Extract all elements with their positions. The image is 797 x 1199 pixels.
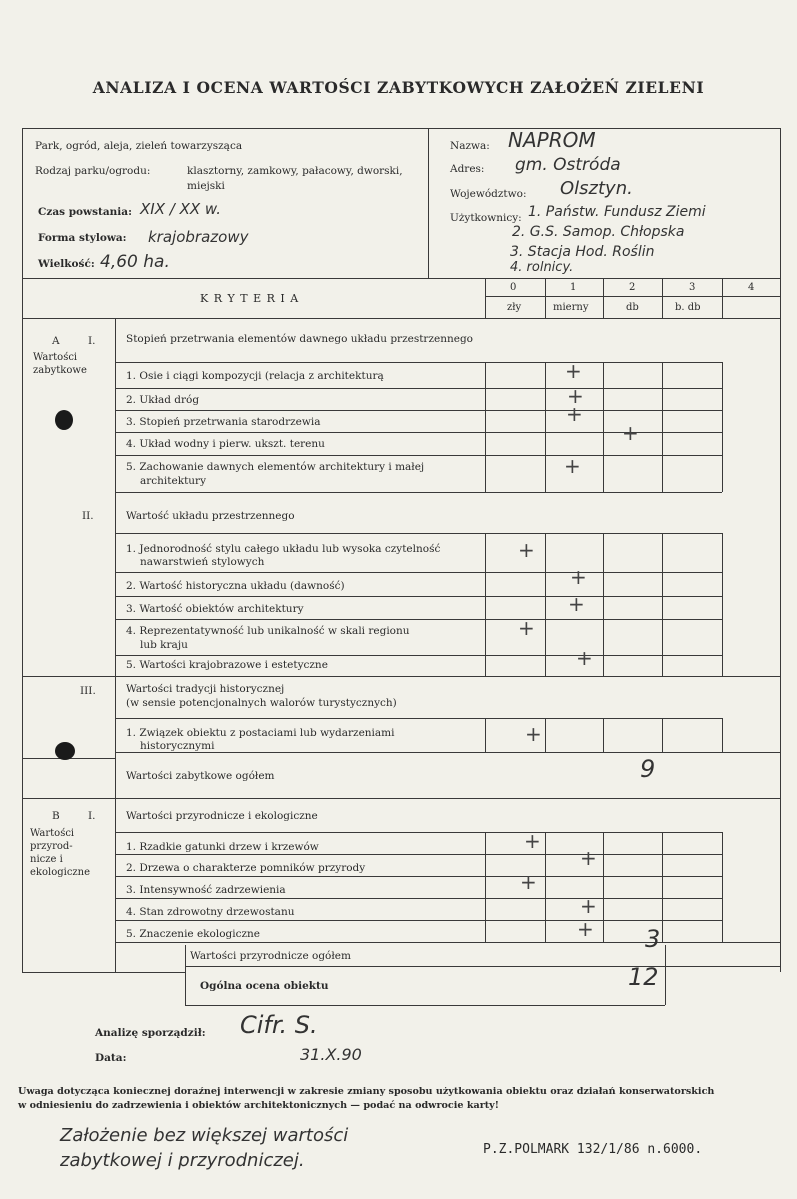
adres-label: Adres: xyxy=(450,163,485,175)
mark-a2-2: + xyxy=(570,565,587,589)
a2-item-5: 5. Wartości krajobrazowe i estetyczne xyxy=(126,659,328,671)
a2-item-1-cont: nawarstwień stylowych xyxy=(140,556,265,568)
mark-a2-4: + xyxy=(518,616,535,640)
overall-label: Ogólna ocena obiektu xyxy=(200,980,329,992)
section-b-roman: I. xyxy=(88,810,96,822)
b-item-1: 1. Rzadkie gatunki drzew i krzewów xyxy=(126,841,319,853)
section-b-name-4: ekologiczne xyxy=(30,867,91,878)
punch-hole-2 xyxy=(55,742,75,760)
handnote-2: zabytkowej i przyrodniczej. xyxy=(60,1150,305,1171)
mark-a2-5: + xyxy=(576,646,593,670)
park-type-label: Park, ogród, aleja, zieleń towarzysząca xyxy=(35,140,243,152)
kind-options-2: miejski xyxy=(187,180,225,192)
uzytkownik-3: 3. Stacja Hod. Roślin xyxy=(510,244,655,260)
b-item-3: 3. Intensywność zadrzewienia xyxy=(126,884,286,896)
page-title: ANALIZA I OCENA WARTOŚCI ZABYTKOWYCH ZAŁOŻEŃ ZIELENI xyxy=(92,78,705,97)
print-code: P.Z.POLMARK 132/1/86 n.6000. xyxy=(483,1142,703,1157)
b-group-title: Wartości przyrodnicze i ekologiczne xyxy=(126,810,318,822)
mark-b-1: + xyxy=(524,829,541,853)
b-item-5: 5. Znaczenie ekologiczne xyxy=(126,928,261,940)
mark-a1-2: + xyxy=(567,384,584,408)
section-b-name-1: Wartości xyxy=(30,828,75,839)
mark-b-2: + xyxy=(580,846,597,870)
mark-a1-4: + xyxy=(622,421,639,445)
a-total-label: Wartości zabytkowe ogółem xyxy=(126,770,275,782)
wojewodztwo-value: Olsztyn. xyxy=(560,178,633,199)
section-b-name-2: przyrod- xyxy=(30,841,73,852)
a1-item-5-cont: architektury xyxy=(140,475,207,487)
section-a-roman: I. xyxy=(88,335,96,347)
data-label: Data: xyxy=(95,1052,127,1064)
czas-value: XIX / XX w. xyxy=(140,200,221,218)
data-value: 31.X.90 xyxy=(300,1045,362,1064)
punch-hole-1 xyxy=(55,410,73,430)
a3-item-1-cont: historycznymi xyxy=(140,740,215,752)
col-name-0: zły xyxy=(507,302,522,313)
b-total-value: 3 xyxy=(645,925,661,953)
a2-item-4-cont: lub kraju xyxy=(140,639,188,651)
col-num-4: 4 xyxy=(748,282,755,293)
mark-a3-1: + xyxy=(525,722,542,746)
a3-item-1: 1. Związek obiektu z postaciami lub wydarzeniami xyxy=(126,727,395,739)
b-total-label: Wartości przyrodnicze ogółem xyxy=(190,950,351,962)
section-b-name-3: nicze i xyxy=(30,854,63,865)
section-a-g2-roman: II. xyxy=(82,510,94,522)
mark-b-3: + xyxy=(520,870,537,894)
col-num-1: 1 xyxy=(570,282,577,293)
mark-a2-1: + xyxy=(518,538,535,562)
section-a-name-1: Wartości xyxy=(33,352,78,363)
a2-item-2: 2. Wartość historyczna układu (dawność) xyxy=(126,580,345,592)
a1-item-5: 5. Zachowanie dawnych elementów architektury i małej xyxy=(126,461,425,473)
criteria-label: K R Y T E R I A xyxy=(200,292,300,305)
mark-b-5: + xyxy=(577,917,594,941)
uzytkownik-4: 4. rolnicy. xyxy=(510,260,574,275)
a1-item-3: 3. Stopień przetrwania starodrzewia xyxy=(126,416,321,428)
uzytkownik-2: 2. G.S. Samop. Chłopska xyxy=(512,224,685,240)
col-name-3: b. db xyxy=(675,302,701,313)
col-name-1: mierny xyxy=(553,302,589,313)
uzytkownik-1: 1. Państw. Fundusz Ziemi xyxy=(528,204,706,220)
a1-item-1: 1. Osie i ciągi kompozycji (relacja z architekturą xyxy=(126,370,384,382)
b-item-2: 2. Drzewa o charakterze pomników przyrody xyxy=(126,862,366,874)
a1-item-2: 2. Układ dróg xyxy=(126,394,200,406)
a2-item-4: 4. Reprezentatywność lub unikalność w skali regionu xyxy=(126,625,410,637)
note-line-1: Uwaga dotycząca koniecznej doraźnej interwencji w zakresie zmiany sposobu użytkowania obiektu oraz działań konserwatorskich xyxy=(18,1086,715,1097)
adres-value: gm. Ostróda xyxy=(515,155,621,175)
signature: Cifr. S. xyxy=(240,1011,318,1039)
kind-label: Rodzaj parku/ogrodu: xyxy=(35,165,151,177)
mark-a1-5: + xyxy=(564,454,581,478)
b-item-4: 4. Stan zdrowotny drzewostanu xyxy=(126,906,295,918)
mark-a2-3: + xyxy=(568,592,585,616)
mark-a1-3: + xyxy=(566,402,583,426)
a3-group-title-1: Wartości tradycji historycznej xyxy=(126,683,285,695)
wielkosc-value: 4,60 ha. xyxy=(100,252,170,272)
section-a-g3-roman: III. xyxy=(80,685,96,697)
section-a-name-2: zabytkowe xyxy=(33,365,87,376)
czas-label: Czas powstania: xyxy=(38,206,132,218)
a2-item-1: 1. Jednorodność stylu całego układu lub wysoka czytelność xyxy=(126,543,441,555)
col-num-3: 3 xyxy=(689,282,696,293)
forma-label: Forma stylowa: xyxy=(38,232,127,244)
col-num-2: 2 xyxy=(629,282,636,293)
a1-item-4: 4. Układ wodny i pierw. ukszt. terenu xyxy=(126,438,325,450)
wielkosc-label: Wielkość: xyxy=(38,258,95,270)
nazwa-label: Nazwa: xyxy=(450,140,490,152)
section-b-letter: B xyxy=(52,810,60,822)
kind-options-1: klasztorny, zamkowy, pałacowy, dworski, xyxy=(187,165,403,177)
a-total-value: 9 xyxy=(640,755,656,783)
wojewodztwo-label: Województwo: xyxy=(450,188,527,200)
overall-value: 12 xyxy=(628,963,659,991)
a2-group-title: Wartość układu przestrzennego xyxy=(126,510,295,522)
handnote-1: Założenie bez większej wartości xyxy=(60,1125,349,1146)
mark-b-4: + xyxy=(580,894,597,918)
analiza-label: Analizę sporządził: xyxy=(95,1027,206,1039)
forma-value: krajobrazowy xyxy=(148,228,249,246)
note-line-2: w odniesieniu do zadrzewienia i obiektów architektonicznych — podać na odwrocie karty! xyxy=(18,1100,499,1111)
nazwa-value: NAPROM xyxy=(508,128,596,152)
section-a-letter: A xyxy=(52,335,60,347)
a1-group-title: Stopień przetrwania elementów dawnego układu przestrzennego xyxy=(126,333,473,345)
a2-item-3: 3. Wartość obiektów architektury xyxy=(126,603,304,615)
uzytkownicy-label: Użytkownicy: xyxy=(450,212,522,224)
col-name-2: db xyxy=(626,302,639,313)
mark-a1-1: + xyxy=(565,359,582,383)
col-num-0: 0 xyxy=(510,282,517,293)
a3-group-title-2: (w sensie potencjonalnych walorów turystycznych) xyxy=(126,697,397,709)
